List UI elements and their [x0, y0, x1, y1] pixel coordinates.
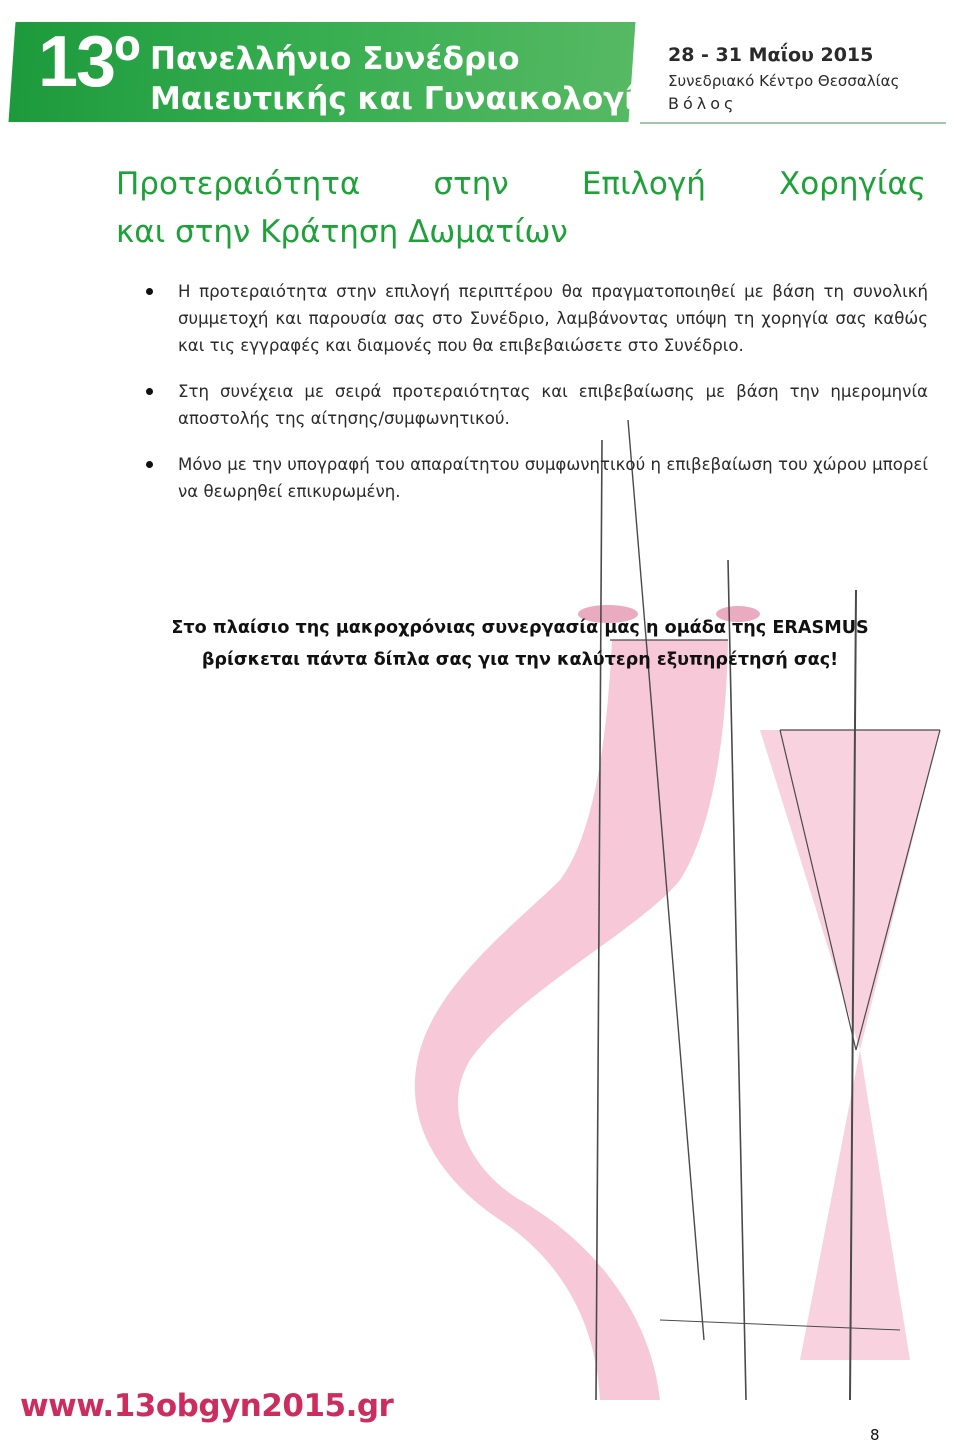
list-item-text: Στη συνέχεια με σειρά προτεραιότητας και επιβεβαίωσης με βάση την ημερομηνία αποστολής της αίτησης/συμφωνητικού. [178, 382, 928, 428]
closing-statement [100, 612, 940, 676]
list-item [140, 378, 928, 432]
bullet-icon [146, 288, 153, 295]
list-item [140, 278, 928, 359]
banner-city: Βόλος [668, 94, 738, 113]
list-item-text: Η προτεραιότητα στην επιλογή περιπτέρου θα πραγματοποιηθεί με βάση τη συνολική συμμετοχή και παρουσία σας στο Συνέδριο, λαμβάνοντας υπόψη τη χορηγία σας καθώς και τις εγγραφές και διαμονές που θα επιβεβαιώσετε στο Συνέδριο. [178, 282, 928, 355]
banner-dates: 28 - 31 Μαΐου 2015 [668, 44, 874, 66]
banner-title-line1: Πανελλήνιο Συνέδριο [150, 41, 520, 77]
title-word: Προτεραιότητα [116, 166, 361, 202]
banner-venue: Συνεδριακό Κέντρο Θεσσαλίας [668, 72, 900, 90]
list-item [140, 451, 928, 505]
bullet-icon [146, 461, 153, 468]
title-word: Επιλογή [581, 166, 706, 202]
bullet-icon [146, 388, 153, 395]
title-word: Χορηγίας [778, 166, 926, 202]
list-item-text: Μόνο με την υπογραφή του απαραίτητου συμφωνητικού η επιβεβαίωση του χώρου μπορεί να θεωρηθεί επικυρωμένη. [178, 455, 928, 501]
banner-edition-number: 13º [38, 22, 139, 102]
closing-line1: Στο πλαίσιο της μακροχρόνιας συνεργασία μας η ομάδα της ERASMUS [171, 618, 869, 638]
closing-line2: βρίσκεται πάντα δίπλα σας για την καλύτερη εξυπηρέτησή σας! [201, 650, 839, 670]
page-number: 8 [870, 1426, 880, 1444]
banner-title-line2: Μαιευτικής και Γυναικολογίας [150, 81, 677, 117]
page-title-line1 [116, 164, 926, 204]
bullet-list [140, 278, 928, 524]
page-title-line2: και στην Κράτηση Δωματίων [116, 214, 568, 250]
website-link[interactable]: www.13obgyn2015.gr [20, 1388, 394, 1424]
title-word: στην [433, 166, 509, 202]
